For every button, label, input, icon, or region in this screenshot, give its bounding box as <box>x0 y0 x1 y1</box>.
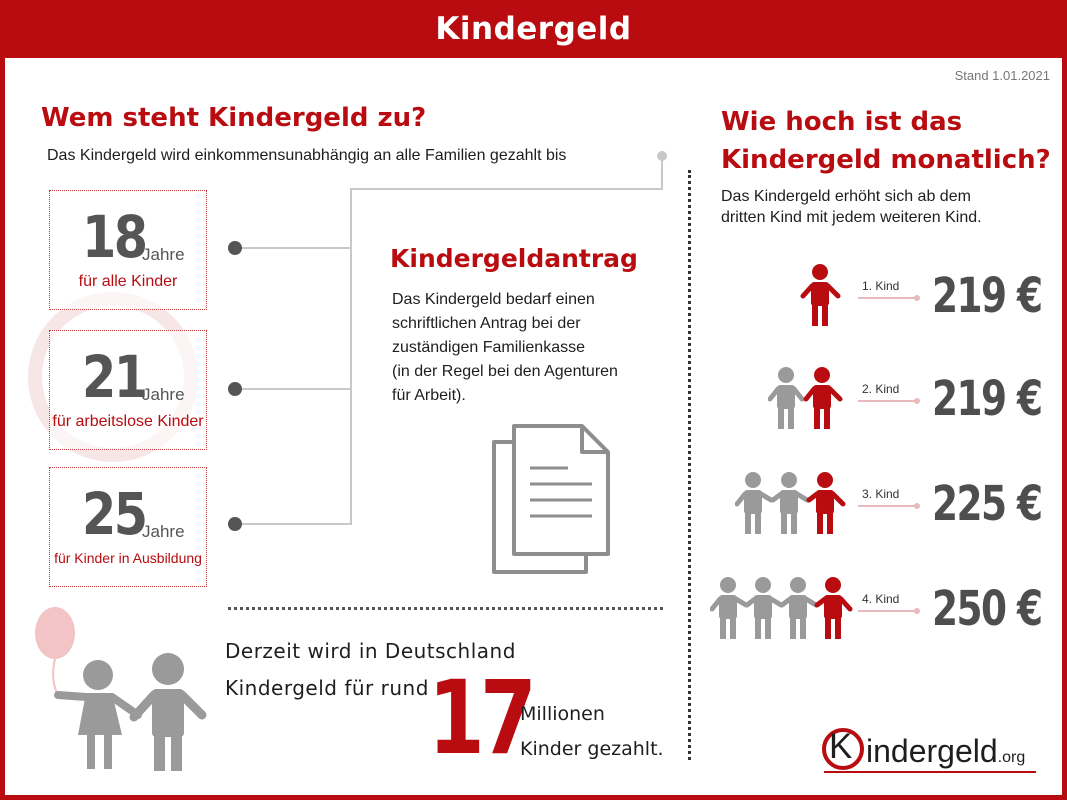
kind-line <box>858 400 918 402</box>
age-unit: Jahre <box>142 385 185 404</box>
right-text-line: dritten Kind mit jedem weiteren Kind. <box>721 209 982 226</box>
right-heading-line: Kindergeld monatlich? <box>721 145 1051 175</box>
kind-amount: 219 € <box>932 268 1042 324</box>
connector-line <box>350 188 352 525</box>
age-number: 18 <box>82 203 146 271</box>
kind-line <box>858 505 918 507</box>
vertical-separator <box>688 170 691 760</box>
age-dot <box>228 517 242 531</box>
kind-amount: 225 € <box>932 476 1042 532</box>
antrag-line: zuständigen Familienkasse <box>392 339 585 356</box>
logo-suffix: .org <box>997 749 1026 766</box>
kind-dot <box>914 295 920 301</box>
document-icon <box>488 420 618 580</box>
kind-dot <box>914 608 920 614</box>
kind-amount: 250 € <box>932 581 1042 637</box>
kind-dot <box>914 398 920 404</box>
children-icon-2 <box>768 365 846 433</box>
age-label: für alle Kinder <box>78 273 178 290</box>
bottom-unit2: Kinder gezahlt. <box>520 738 664 760</box>
age-box-21 <box>49 330 207 450</box>
kind-line <box>858 610 918 612</box>
stand-date: Stand 1.01.2021 <box>954 68 1050 83</box>
kind-label: 1. Kind <box>862 279 900 293</box>
age-label: für Kinder in Ausbildung <box>54 550 202 566</box>
antrag-heading: Kindergeldantrag <box>390 244 638 273</box>
kind-dot <box>914 503 920 509</box>
right-text-line: Das Kindergeld erhöht sich ab dem <box>721 188 971 205</box>
bottom-number: 17 <box>428 659 532 778</box>
horizontal-separator <box>228 607 663 610</box>
left-intro: Das Kindergeld wird einkommensunabhängig an alle Familien gezahlt bis <box>47 147 567 164</box>
age-unit: Jahre <box>142 245 185 264</box>
connector-dot <box>657 151 667 161</box>
antrag-line: Das Kindergeld bedarf einen <box>392 291 595 308</box>
children-balloon-icon <box>30 605 220 775</box>
connector-line <box>661 157 663 189</box>
connector-line <box>236 388 351 390</box>
connector-line <box>236 247 351 249</box>
age-dot <box>228 241 242 255</box>
antrag-line: für Arbeit). <box>392 387 466 404</box>
children-icon-3 <box>735 470 847 538</box>
age-number: 21 <box>82 343 146 411</box>
right-text <box>721 186 982 228</box>
connector-line <box>236 523 351 525</box>
antrag-line: schriftlichen Antrag bei der <box>392 315 581 332</box>
kind-label: 3. Kind <box>862 487 900 501</box>
age-label: für arbeitslose Kinder <box>52 413 204 430</box>
left-heading: Wem steht Kindergeld zu? <box>41 103 427 133</box>
right-heading <box>721 103 1051 179</box>
children-icon-4 <box>710 575 855 643</box>
logo-underline <box>824 771 1036 773</box>
kind-label: 2. Kind <box>862 382 900 396</box>
title-banner: Kindergeld <box>0 0 1067 58</box>
kind-label: 4. Kind <box>862 592 900 606</box>
connector-line <box>350 188 663 190</box>
age-number: 25 <box>82 480 146 548</box>
antrag-line: (in der Regel bei den Agenturen <box>392 363 618 380</box>
age-box-25 <box>49 467 207 587</box>
logo-word <box>866 733 1025 770</box>
bottom-unit1: Millionen <box>520 703 605 725</box>
kind-amount: 219 € <box>932 371 1042 427</box>
age-unit: Jahre <box>142 522 185 541</box>
right-heading-line: Wie hoch ist das <box>721 107 963 137</box>
logo-letter: K <box>829 727 853 766</box>
kind-line <box>858 297 918 299</box>
bottom-line2: Kindergeld für rund <box>225 676 429 700</box>
bottom-line1: Derzeit wird in Deutschland <box>225 639 516 663</box>
age-dot <box>228 382 242 396</box>
age-box-18 <box>49 190 207 310</box>
antrag-text <box>392 288 618 408</box>
red-child-icon <box>800 262 844 330</box>
logo-word-text: indergeld <box>866 733 998 769</box>
